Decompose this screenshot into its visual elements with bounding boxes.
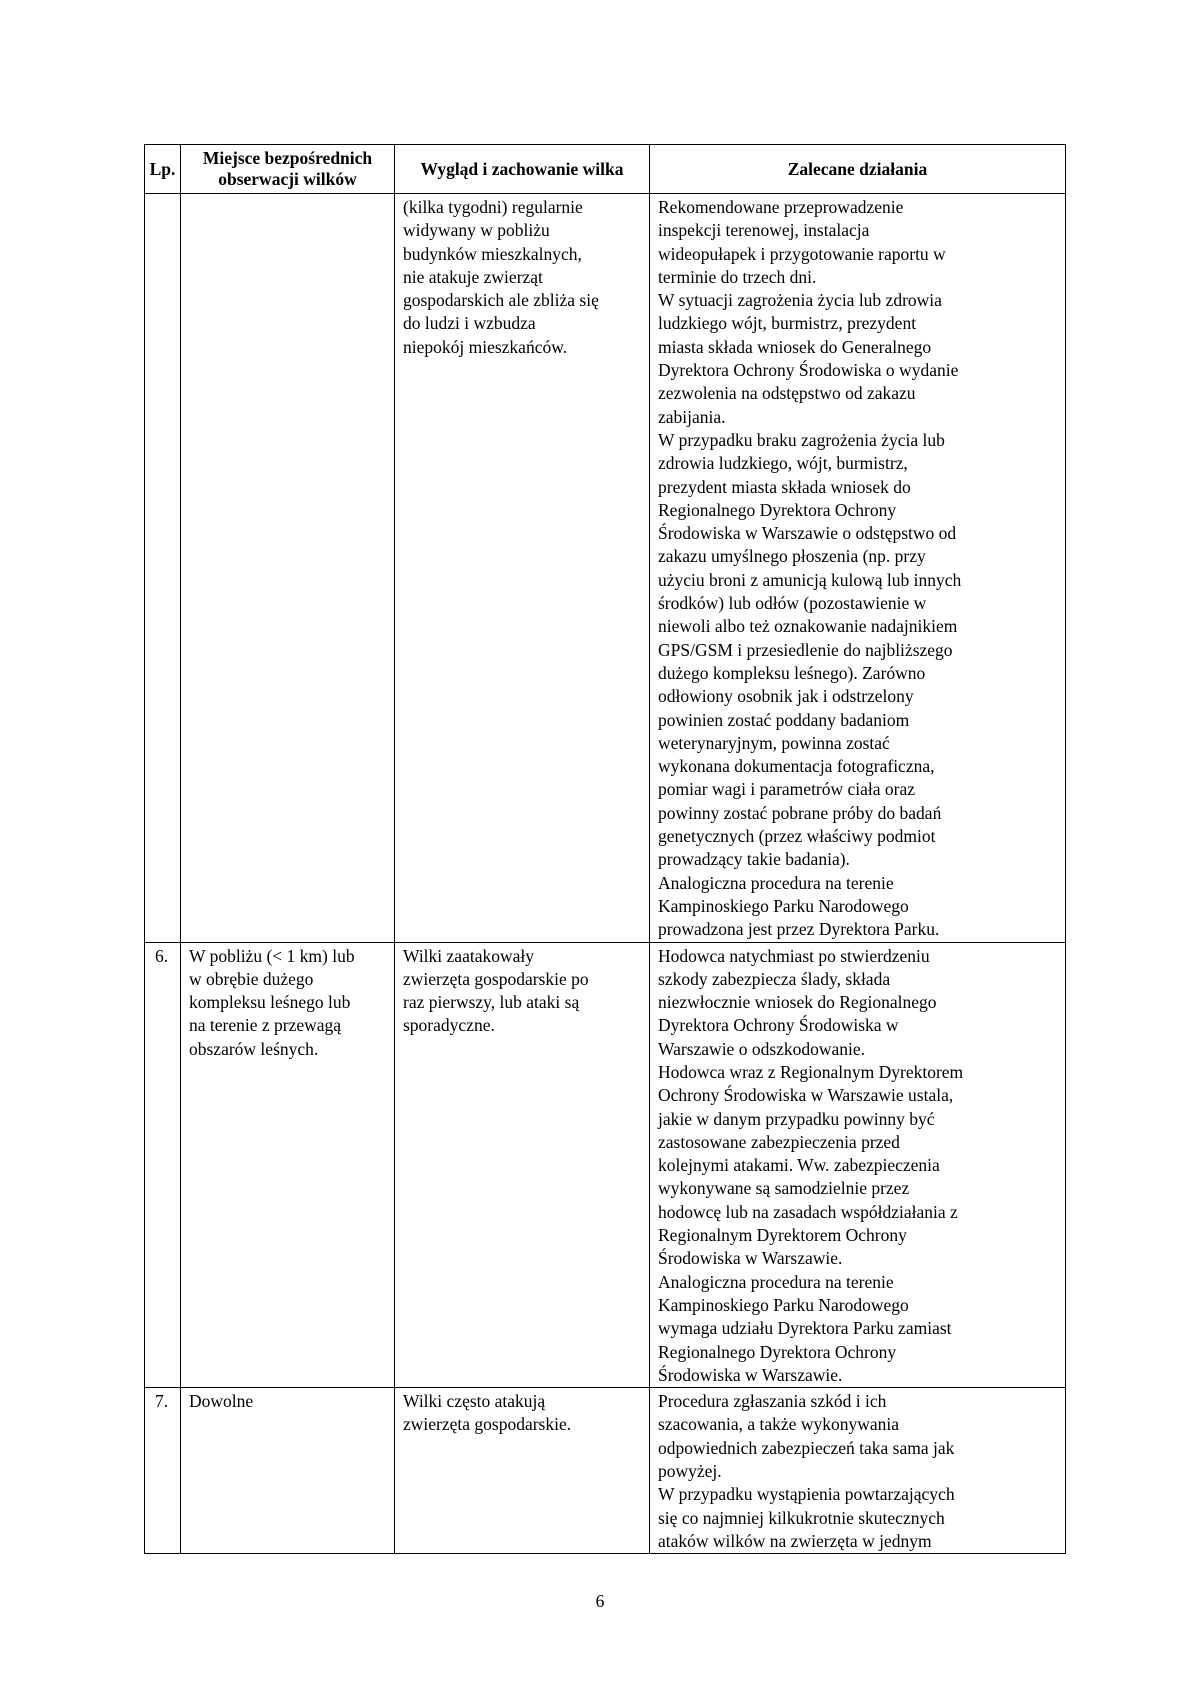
cell-look-line: niepokój mieszkańców. — [403, 336, 568, 357]
cell-lp — [145, 194, 181, 943]
table-header-row — [145, 145, 1066, 194]
wolf-observation-table — [144, 144, 1066, 1554]
cell-action-line: W sytuacji zagrożenia życia lub zdrowia — [658, 290, 942, 311]
table-row — [145, 1388, 1066, 1554]
cell-action-line: wykonana dokumentacja fotograficzna, — [658, 756, 935, 777]
cell-action-line: Analogiczna procedura na terenie — [658, 1271, 894, 1292]
cell-action-line: weterynaryjnym, powinna zostać — [658, 732, 890, 753]
cell-look — [395, 194, 650, 943]
cell-action-line: wymaga udziału Dyrektora Parku zamiast — [658, 1318, 952, 1339]
cell-action-line: Analogiczna procedura na terenie — [658, 872, 894, 893]
cell-look-line: budynków mieszkalnych, — [403, 243, 582, 264]
cell-action-line: zastosowane zabezpieczenia przed — [658, 1131, 900, 1152]
header-place — [181, 145, 395, 194]
cell-action-line: Ochrony Środowiska w Warszawie ustala, — [658, 1085, 954, 1106]
cell-place — [181, 194, 395, 943]
cell-look-line: Wilki często atakują — [403, 1391, 546, 1412]
cell-look-line: widywany w pobliżu — [403, 220, 550, 241]
cell-action-line: wykonywane są samodzielnie przez — [658, 1178, 910, 1199]
cell-action-line: szkody zabezpiecza ślady, składa — [658, 968, 891, 989]
cell-look-line: nie atakuje zwierząt — [403, 266, 543, 287]
cell-action-line: ataków wilków na zwierzęta w jednym — [658, 1530, 932, 1551]
cell-place — [181, 1388, 395, 1554]
cell-action-line: użyciu broni z amunicją kulową lub innych — [658, 569, 962, 590]
cell-action-line: zdrowia ludzkiego, wójt, burmistrz, — [658, 453, 908, 474]
cell-action-line: inspekcji terenowej, instalacja — [658, 220, 870, 241]
header-place-line: Miejsce bezpośrednich — [202, 148, 373, 168]
cell-place-line: obszarów leśnych. — [189, 1038, 319, 1059]
cell-look-line: gospodarskich ale zbliża się — [403, 290, 599, 311]
cell-action-line: prowadzona jest przez Dyrektora Parku. — [658, 919, 940, 940]
cell-action-line: odpowiednich zabezpieczeń taka sama jak — [658, 1437, 955, 1458]
cell-action-line: niewoli albo też oznakowanie nadajnikiem — [658, 616, 958, 637]
cell-action-line: genetycznych (przez właściwy podmiot — [658, 826, 936, 847]
cell-action-line: powinny zostać pobrane próby do badań — [658, 802, 942, 823]
cell-action-line: pomiar wagi i parametrów ciała oraz — [658, 779, 916, 800]
header-action: Zalecane działania — [650, 145, 1066, 194]
cell-action-line: odłowiony osobnik jak i odstrzelony — [658, 686, 914, 707]
cell-look-line: zwierzęta gospodarskie. — [403, 1414, 572, 1435]
header-lp: Lp. — [145, 145, 181, 194]
cell-action-line: dużego kompleksu leśnego). Zarówno — [658, 662, 926, 683]
cell-action-line: miasta składa wniosek do Generalnego — [658, 336, 932, 357]
cell-action-line: GPS/GSM i przesiedlenie do najbliższego — [658, 639, 953, 660]
cell-action-line: Środowiska w Warszawie. — [658, 1364, 843, 1385]
cell-action-line: Procedura zgłaszania szkód i ich — [658, 1391, 887, 1412]
header-look: Wygląd i zachowanie wilka — [395, 145, 650, 194]
cell-action-line: Kampinoskiego Parku Narodowego — [658, 1294, 909, 1315]
table-body — [145, 194, 1066, 1554]
page-number: 6 — [595, 1591, 605, 1611]
cell-action-line: Środowiska w Warszawie. — [658, 1248, 843, 1269]
cell-action-line: niezwłocznie wniosek do Regionalnego — [658, 992, 937, 1013]
cell-action — [650, 194, 1066, 943]
cell-action-line: terminie do trzech dni. — [658, 266, 817, 287]
cell-action-line: Warszawie o odszkodowanie. — [658, 1038, 866, 1059]
cell-action-line: wideopułapek i przygotowanie raportu w — [658, 243, 946, 264]
cell-action-line: Dyrektora Ochrony Środowiska o wydanie — [658, 360, 959, 381]
cell-action-line: Dyrektora Ochrony Środowiska w — [658, 1015, 899, 1036]
cell-action-line: zakazu umyślnego płoszenia (np. przy — [658, 546, 926, 567]
header-place-line: obserwacji wilków — [218, 169, 357, 189]
cell-place-line: w obrębie dużego — [189, 968, 314, 989]
cell-place-line: Dowolne — [189, 1391, 254, 1412]
cell-action-line: zezwolenia na odstępstwo od zakazu — [658, 383, 916, 404]
cell-place — [181, 942, 395, 1388]
cell-action-line: Hodowca wraz z Regionalnym Dyrektorem — [658, 1061, 964, 1082]
cell-look — [395, 1388, 650, 1554]
cell-action-line: Środowiska w Warszawie o odstępstwo od — [658, 523, 957, 544]
cell-action-line: środków) lub odłów (pozostawienie w — [658, 593, 927, 614]
cell-action-line: się co najmniej kilkukrotnie skutecznych — [658, 1507, 945, 1528]
cell-action-line: hodowcę lub na zasadach współdziałania z — [658, 1201, 958, 1222]
cell-look-line: zwierzęta gospodarskie po — [403, 968, 589, 989]
table-row — [145, 194, 1066, 943]
cell-look-line: raz pierwszy, lub ataki są — [403, 992, 580, 1013]
cell-action-line: powyżej. — [658, 1461, 722, 1482]
cell-lp: 6. — [145, 942, 181, 1388]
cell-action-line: ludzkiego wójt, burmistrz, prezydent — [658, 313, 917, 334]
cell-look-line: do ludzi i wzbudza — [403, 313, 536, 334]
cell-action-line: Regionalnego Dyrektora Ochrony — [658, 499, 897, 520]
cell-look-line: Wilki zaatakowały — [403, 945, 534, 966]
cell-lp: 7. — [145, 1388, 181, 1554]
cell-action-line: kolejnymi atakami. Ww. zabezpieczenia — [658, 1155, 940, 1176]
cell-action-line: Regionalnego Dyrektora Ochrony — [658, 1341, 897, 1362]
cell-action-line: Kampinoskiego Parku Narodowego — [658, 895, 909, 916]
cell-action-line: powinien zostać poddany badaniom — [658, 709, 910, 730]
cell-action-line: Regionalnym Dyrektorem Ochrony — [658, 1225, 907, 1246]
cell-look — [395, 942, 650, 1388]
cell-place-line: W pobliżu (< 1 km) lub — [189, 945, 355, 966]
cell-action-line: prowadzący takie badania). — [658, 849, 850, 870]
cell-place-line: na terenie z przewagą — [189, 1015, 342, 1036]
cell-action-line: W przypadku wystąpienia powtarzających — [658, 1484, 955, 1505]
cell-action-line: Rekomendowane przeprowadzenie — [658, 197, 904, 217]
cell-action-line: prezydent miasta składa wniosek do — [658, 476, 911, 497]
table-row — [145, 942, 1066, 1388]
cell-action-line: W przypadku braku zagrożenia życia lub — [658, 429, 945, 450]
cell-action-line: zabijania. — [658, 406, 726, 427]
cell-action-line: jakie w danym przypadku powinny być — [658, 1108, 935, 1129]
cell-place-line: kompleksu leśnego lub — [189, 992, 351, 1013]
cell-action — [650, 942, 1066, 1388]
cell-action-line: szacowania, a także wykonywania — [658, 1414, 900, 1435]
cell-action-line: Hodowca natychmiast po stwierdzeniu — [658, 945, 930, 966]
cell-look-line: sporadyczne. — [403, 1015, 495, 1036]
cell-look-line: (kilka tygodni) regularnie — [403, 197, 583, 217]
cell-action — [650, 1388, 1066, 1554]
